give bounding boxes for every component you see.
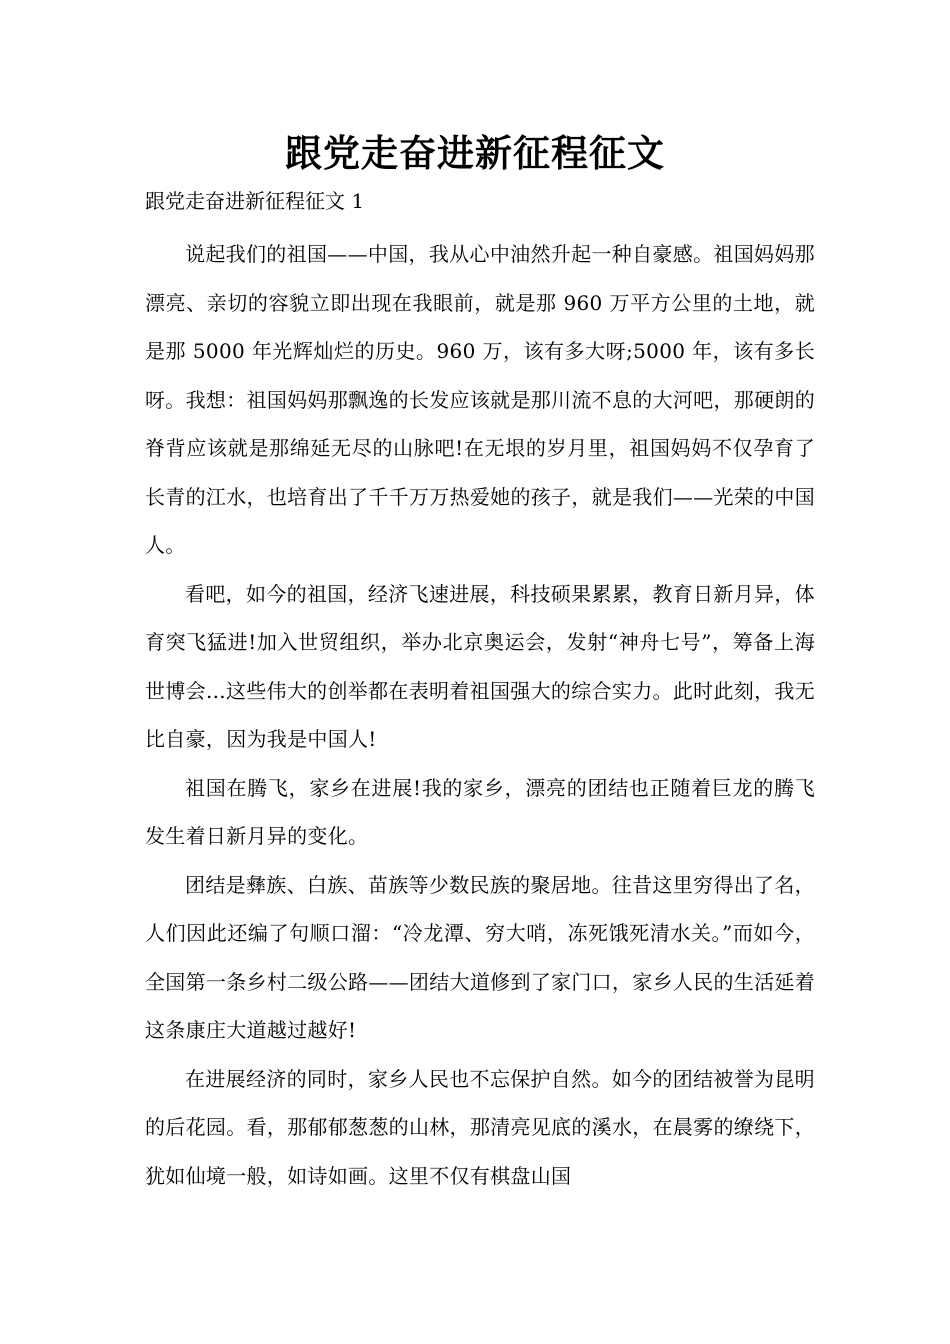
body-paragraph: 看吧，如今的祖国，经济飞速进展，科技硕果累累，教育日新月异，体育突飞猛进!加入世贸组织，举办北京奥运会，发射“神舟七号”，筹备上海世博会...这些伟大的创举都在表明着祖国强大的综合实力。此时此刻，我无比自豪，因为我是中国人!: [145, 581, 815, 751]
body-paragraph: 在进展经济的同时，家乡人民也不忘保护自然。如今的团结被誉为昆明的后花园。看，那郁郁葱葱的山林，那清亮见底的溪水，在晨雾的缭绕下，犹如仙境一般，如诗如画。这里不仅有棋盘山国: [145, 1066, 815, 1188]
document-title: 跟党走奋进新征程征文: [285, 131, 665, 175]
body-paragraph: 团结是彝族、白族、苗族等少数民族的聚居地。往昔这里穷得出了名，人们因此还编了句顺口溜：“冷龙潭、穷大哨，冻死饿死清水关。”而如今，全国第一条乡村二级公路——团结大道修到了家门口，家乡人民的生活延着这条康庄大道越过越好!: [145, 872, 815, 1042]
document-body: [145, 230, 815, 1200]
document-subheading: 跟党走奋进新征程征文 1: [145, 189, 365, 213]
body-paragraph: 祖国在腾飞，家乡在进展!我的家乡，漂亮的团结也正随着巨龙的腾飞发生着日新月异的变化。: [145, 775, 815, 848]
body-paragraph: 说起我们的祖国——中国，我从心中油然升起一种自豪感。祖国妈妈那漂亮、亲切的容貌立即出现在我眼前，就是那 960 万平方公里的土地，就是那 5000 年光辉灿烂的历史。960 万，该有多大呀;5000 年，该有多长呀。我想：祖国妈妈那飘逸的长发应该就是那川流不息的大河吧，那硬朗的脊背应该就是那绵延无尽的山脉吧!在无垠的岁月里，祖国妈妈不仅孕育了长青的江水，也培育出了千千万万热爱她的孩子，就是我们——光荣的中国人。: [145, 242, 815, 557]
